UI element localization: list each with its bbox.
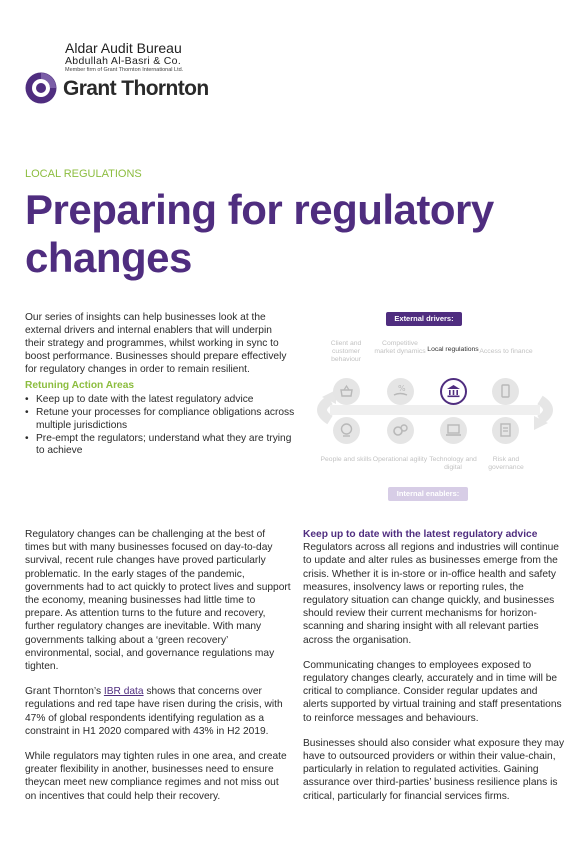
right-column-heading: Keep up to date with the latest regulatory advice: [303, 529, 538, 540]
body-paragraph: Regulatory changes can be challenging at the best of times but with many businesses focused on day-to-day survival, recent rule changes have proved particularly problematic. In the early stages of the pandemic, governments had to act quickly to protect lives and support the economy, meaning businesses had little time to prepare. As attention turns to the future and recovery, further regulatory changes are inevitable. With many governments talking about a ‘green recovery’ environmental, social, and governance regulations may tighten.: [25, 529, 291, 673]
phone-payment-icon: [492, 378, 519, 405]
logo-member-line: Member firm of Grant Thornton International Ltd.: [65, 67, 184, 73]
body-paragraph: Regulators across all regions and industries will continue to update and alter rules as businesses emerge from the crisis. Whether it is in-store or in-office health and safety measures, insolvency laws or reporting rules, the regulatory situation can change quickly, and businesses should review their current mechanisms for horizon-scanning and sharing insight with all relevant parties across the organisation.: [303, 542, 559, 646]
hand-percent-icon: [387, 378, 414, 405]
logo-brand-name: Grant Thornton: [63, 77, 209, 100]
driver-label-market: Competitive market dynamics: [374, 340, 426, 355]
driver-label-customer: Client and customer behaviour: [330, 340, 362, 363]
logo-firm-name: Aldar Audit Bureau: [65, 40, 182, 56]
body-paragraph: Businesses should also consider what exposure they may have to outsourced providers or within their value-chain, particularly in relation to regulated activities. Gaining assurance over third-parties’ business resilience plans is critical, particularly for financial services firms.: [303, 737, 565, 802]
drivers-enablers-diagram: [300, 310, 570, 505]
internal-enablers-label: Internal enablers:: [388, 487, 468, 501]
intro-paragraph: Our series of insights can help businesses look at the external drivers and internal enablers that will underpin their strategy and programmes, whilst working in sync to boost performance. Businesses should prepare effectively for regulatory changes in order to remain resilient.: [25, 312, 287, 375]
page-title: Preparing for regulatory changes: [25, 186, 494, 281]
list-item: • Pre-empt the regulators; understand what they are trying to achieve: [25, 433, 295, 458]
body-paragraph-ibr: [25, 685, 291, 738]
ibr-text-after: shows that concerns over regulations and red tape have risen during the crisis, with 47% of global respondents identifying regulation as a constraint in H1 2020 compared with 43% in H2 2019.: [25, 686, 283, 737]
enabler-label-risk: Risk and governance: [488, 456, 524, 471]
ibr-text-before: Grant Thornton’s: [25, 686, 104, 698]
driver-label-finance: Access to finance: [479, 348, 533, 355]
document-icon: [492, 417, 519, 444]
logo: [25, 40, 245, 110]
logo-firm-subname: Abdullah Al-Basri & Co.: [65, 55, 182, 67]
action-areas-list: [25, 394, 295, 458]
body-paragraph: Communicating changes to employees exposed to regulatory changes clearly, accurately and in time will be critical to compliance. Consider regular updates and alerts supported by virtual training and staff presentations to reinforce messages and behaviours.: [303, 659, 562, 724]
driver-label-regulations: Local regulations: [427, 346, 479, 353]
body-right-column: [303, 528, 565, 815]
body-paragraph: While regulators may tighten rules in one area, and create greater flexibility in another, businesses need to ensure theycan meet new compliance regimes and not miss out on incentives that could help their recovery.: [25, 751, 287, 802]
basket-icon: [333, 378, 360, 405]
svg-text:%: %: [398, 384, 406, 393]
enabler-label-people: People and skills: [320, 456, 372, 463]
section-kicker: LOCAL REGULATIONS: [25, 168, 142, 180]
enabler-label-agility: Operational agility: [372, 456, 428, 463]
list-item: • Keep up to date with the latest regulatory advice: [25, 394, 295, 407]
grant-thornton-mark-icon: [25, 72, 57, 104]
laptop-icon: [440, 417, 467, 444]
enabler-label-technology: Technology and digital: [429, 456, 477, 471]
list-item: • Retune your processes for compliance obligations across multiple jurisdictions: [25, 407, 295, 432]
action-areas-heading: Retuning Action Areas: [25, 380, 135, 391]
external-drivers-label: External drivers:: [386, 312, 462, 326]
body-left-column: [25, 528, 291, 815]
government-building-icon: [440, 378, 467, 405]
head-icon: [333, 417, 360, 444]
gears-icon: [387, 417, 414, 444]
ibr-data-link[interactable]: IBR data: [103, 686, 144, 698]
